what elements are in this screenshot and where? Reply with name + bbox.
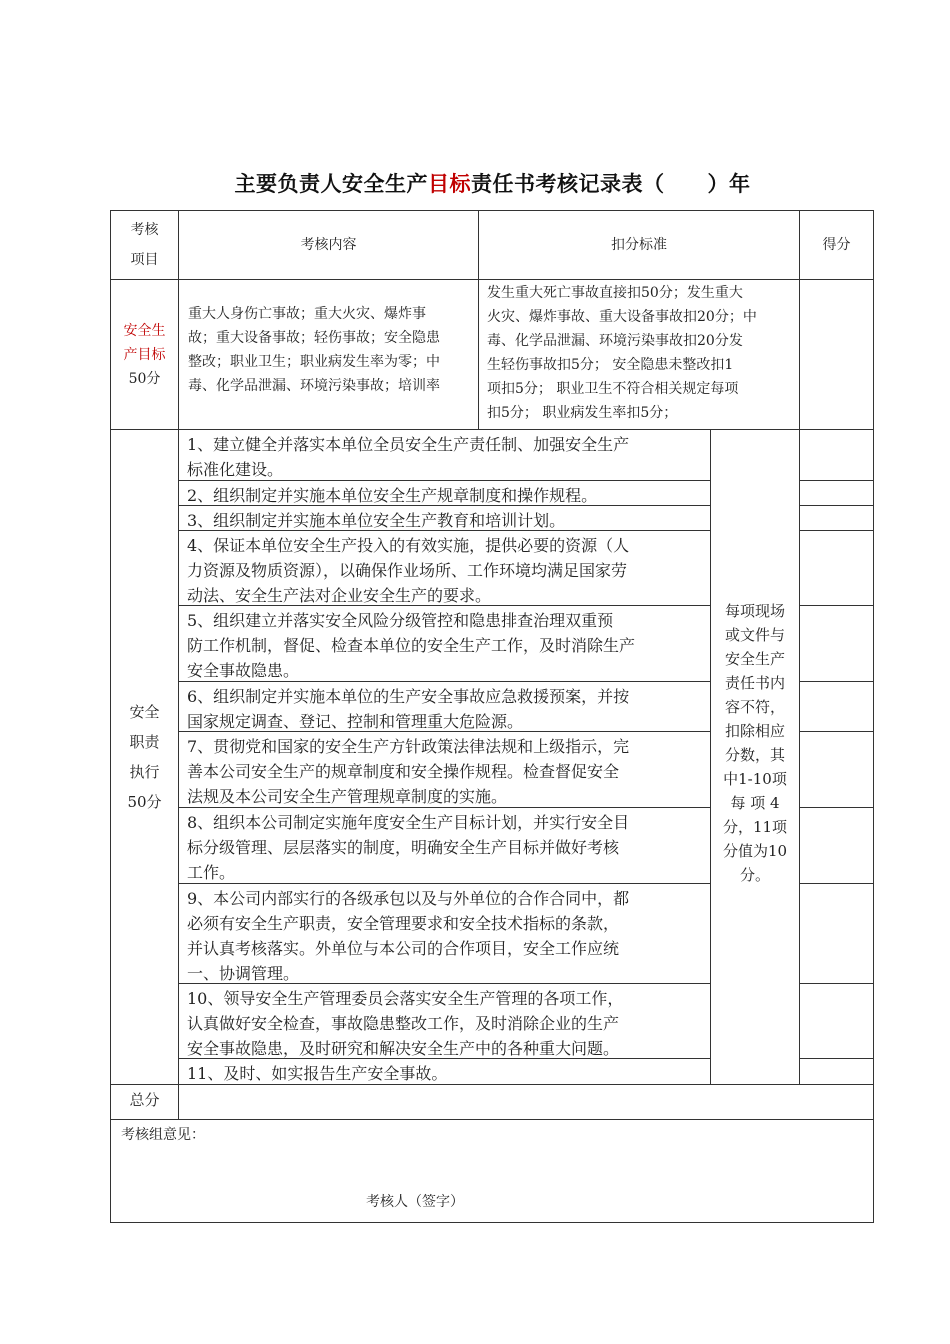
duty-item xyxy=(178,1058,711,1085)
duty-standard-line: 分数，其 xyxy=(724,746,785,764)
duty-item-line: 力资源及物质资源），以确保作业场所、工作环境均满足国家劳 xyxy=(187,561,628,580)
duty-item-line: 国家规定调查、登记、控制和管理重大危险源。 xyxy=(187,712,524,731)
header-item: 考核 项目 xyxy=(110,210,179,280)
duty-item-score[interactable] xyxy=(799,731,874,808)
duty-item xyxy=(178,480,711,506)
duty-item-line: 11、及时、如实报告生产安全事故。 xyxy=(187,1064,448,1083)
duty-item-score[interactable] xyxy=(799,530,874,606)
duty-standard-line: 安全生产 xyxy=(724,650,785,668)
duty-item-line: 法规及本公司安全生产管理规章制度的实施。 xyxy=(187,787,508,806)
header-content: 考核内容 xyxy=(178,210,479,280)
goal-score[interactable] xyxy=(799,279,874,430)
duty-item-score[interactable] xyxy=(799,429,874,481)
duty-item-line: 动法、安全生产法对企业安全生产的要求。 xyxy=(187,586,492,605)
duty-item-score[interactable] xyxy=(799,983,874,1059)
goal-standard-line: 项扣5分； 职业卫生不符合相关规定每项 xyxy=(487,381,739,397)
duty-item-line: 善本公司安全生产的规章制度和安全操作规程。检查督促安全 xyxy=(187,762,620,781)
duty-label xyxy=(110,429,179,1085)
duty-item xyxy=(178,983,711,1059)
duty-item-line: 9、本公司内部实行的各级承包以及与外单位的合作合同中，都 xyxy=(187,889,630,908)
title-highlight: 目标 xyxy=(428,172,471,196)
duty-standard-line: 或文件与 xyxy=(724,626,785,644)
duty-standard xyxy=(710,429,800,1085)
duty-item-line: 1、建立健全并落实本单位全员安全生产责任制、加强安全生产 xyxy=(187,435,630,454)
duty-label-line: 执行 xyxy=(129,763,160,781)
duty-item-line: 标分级管理、层层落实的制度，明确安全生产目标并做好考核 xyxy=(187,838,620,857)
opinion-label: 考核组意见： xyxy=(121,1127,205,1143)
signer-label: 考核人（签字） xyxy=(366,1194,464,1210)
duty-label-line: 50分 xyxy=(127,793,162,811)
total-label: 总分 xyxy=(110,1084,179,1120)
goal-label: 安全生 产目标 50分 xyxy=(110,279,179,430)
duty-item-score[interactable] xyxy=(799,1058,874,1085)
duty-standard-line: 每项现场 xyxy=(724,602,785,620)
goal-content-line: 故；重大设备事故；轻伤事故；安全隐患 xyxy=(188,330,440,346)
header-score: 得分 xyxy=(799,210,874,280)
duty-item-score[interactable] xyxy=(799,505,874,531)
page-title: 主要负责人安全生产目标责任书考核记录表（ ）年 xyxy=(234,172,751,196)
duty-item-line: 2、组织制定并实施本单位安全生产规章制度和操作规程。 xyxy=(187,486,598,505)
duty-item-line: 10、领导安全生产管理委员会落实安全生产管理的各项工作， xyxy=(187,989,624,1008)
goal-content-line: 重大人身伤亡事故；重大火灾、爆炸事 xyxy=(188,306,426,322)
duty-item-score[interactable] xyxy=(799,807,874,884)
goal-standard-line: 火灾、爆炸事故、重大设备事故扣20分；中 xyxy=(487,309,757,325)
duty-standard-line: 中1-10项 xyxy=(723,770,787,788)
duty-item-line: 一、协调管理。 xyxy=(187,964,300,983)
duty-label-line: 职责 xyxy=(129,733,160,751)
duty-label-line: 安全 xyxy=(129,703,160,721)
duty-item-score[interactable] xyxy=(799,681,874,732)
duty-item xyxy=(178,605,711,682)
duty-item-line: 7、贯彻党和国家的安全生产方针政策法律法规和上级指示，完 xyxy=(187,737,630,756)
duty-standard-line: 分值为10 xyxy=(722,842,788,860)
goal-standard-line: 毒、化学品泄漏、环境污染事故扣20分发 xyxy=(487,333,743,349)
duty-item-line: 6、组织制定并实施本单位的生产安全事故应急救援预案，并按 xyxy=(187,687,630,706)
duty-item-line: 必须有安全生产职责，安全管理要求和安全技术指标的条款， xyxy=(187,914,620,933)
duty-item-line: 5、组织建立并落实安全风险分级管控和隐患排查治理双重预 xyxy=(187,611,614,630)
duty-item-line: 工作。 xyxy=(187,863,236,882)
goal-standard-line: 发生重大死亡事故直接扣50分；发生重大 xyxy=(487,285,743,301)
duty-item xyxy=(178,681,711,732)
duty-item-line: 3、组织制定并实施本单位安全生产教育和培训计划。 xyxy=(187,511,566,530)
duty-standard-line: 责任书内 xyxy=(724,674,785,692)
duty-item-score[interactable] xyxy=(799,883,874,984)
opinion-box[interactable] xyxy=(110,1119,874,1223)
goal-standard xyxy=(478,279,800,430)
duty-item-score[interactable] xyxy=(799,605,874,682)
duty-standard-line: 扣除相应 xyxy=(724,722,785,740)
duty-standard-line: 分，11项 xyxy=(722,818,788,836)
duty-item-score[interactable] xyxy=(799,480,874,506)
duty-item xyxy=(178,731,711,808)
duty-item-line: 4、保证本单位安全生产投入的有效实施，提供必要的资源（人 xyxy=(187,536,630,555)
duty-item-line: 认真做好安全检查，事故隐患整改工作，及时消除企业的生产 xyxy=(187,1014,620,1033)
duty-standard-line: 容不符， xyxy=(724,698,785,716)
duty-item-line: 安全事故隐患。 xyxy=(187,661,300,680)
header-standard: 扣分标准 xyxy=(478,210,800,280)
duty-item-line: 并认真考核落实。外单位与本公司的合作项目，安全工作应统 xyxy=(187,939,620,958)
duty-item xyxy=(178,530,711,606)
duty-item xyxy=(178,505,711,531)
duty-standard-line: 分。 xyxy=(739,866,770,884)
duty-item xyxy=(178,883,711,984)
goal-content xyxy=(178,279,479,430)
duty-item xyxy=(178,429,711,481)
duty-item-line: 标准化建设。 xyxy=(187,460,284,479)
total-value[interactable] xyxy=(178,1084,874,1120)
duty-standard-line: 每 项 4 xyxy=(730,794,780,812)
duty-item xyxy=(178,807,711,884)
duty-item-line: 安全事故隐患，及时研究和解决安全生产中的各种重大问题。 xyxy=(187,1039,620,1058)
goal-standard-line: 扣5分； 职业病发生率扣5分； xyxy=(487,405,678,421)
goal-standard-line: 生轻伤事故扣5分； 安全隐患未整改扣1 xyxy=(487,357,734,373)
goal-content-line: 整改；职业卫生；职业病发生率为零；中 xyxy=(188,354,440,370)
duty-item-line: 8、组织本公司制定实施年度安全生产目标计划，并实行安全目 xyxy=(187,813,630,832)
duty-item-line: 防工作机制，督促、检查本单位的安全生产工作，及时消除生产 xyxy=(187,636,636,655)
goal-content-line: 毒、化学品泄漏、环境污染事故；培训率 xyxy=(188,378,440,394)
